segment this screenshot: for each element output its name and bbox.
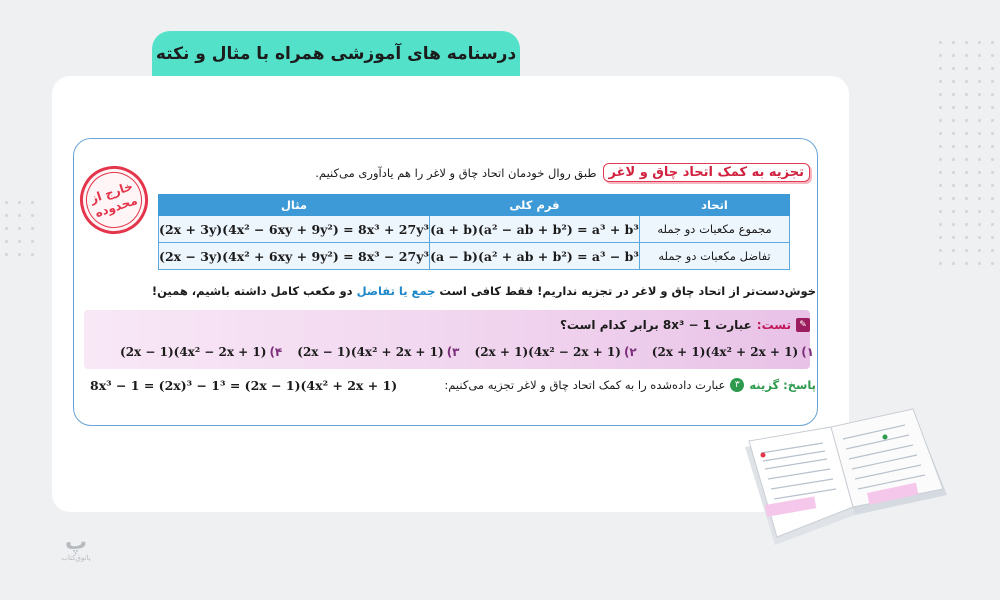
answer-label: پاسخ: گزینه bbox=[749, 378, 816, 392]
option-1[interactable]: ۱)(2x + 1)(4x² + 2x + 1) bbox=[651, 345, 814, 359]
header-identity: اتحاد bbox=[640, 195, 790, 216]
example-formula: (2x + 3y)(4x² − 6xy + 9y²) = 8x³ + 27y³ bbox=[159, 216, 430, 243]
answer-text: عبارت داده‌شده را به کمک اتحاد چاق و لاغر تجزیه می‌کنیم: bbox=[444, 378, 726, 392]
header-example: مثال bbox=[159, 195, 430, 216]
note-highlight: جمع یا تفاضل bbox=[356, 284, 436, 298]
table-row bbox=[159, 216, 790, 243]
general-formula: (a − b)(a² + ab + b²) = a³ − b³ bbox=[430, 243, 640, 270]
options-list bbox=[120, 345, 814, 359]
section-title-tab: درسنامه های آموزشی همراه با مثال و نکته bbox=[152, 31, 520, 77]
brand-logo bbox=[56, 532, 96, 562]
answer-line bbox=[444, 378, 816, 392]
table-row bbox=[159, 243, 790, 270]
answer-choice-badge: ۳ bbox=[730, 378, 744, 392]
pencil-icon: ✎ bbox=[796, 318, 810, 332]
logo-mark: پ bbox=[64, 530, 88, 555]
identity-name: مجموع مکعبات دو جمله bbox=[640, 216, 790, 243]
identity-table bbox=[158, 194, 790, 270]
general-formula: (a + b)(a² − ab + b²) = a³ + b³ bbox=[430, 216, 640, 243]
intro-text: طبق روال خودمان اتحاد چاق و لاغر را هم یادآوری می‌کنیم. bbox=[315, 165, 597, 180]
note-before: خوش‌دست‌تر از اتحاد چاق و لاغر در تجزیه نداریم! فقط کافی است bbox=[435, 284, 816, 298]
example-formula: (2x − 3y)(4x² + 6xy + 9y²) = 8x³ − 27y³ bbox=[159, 243, 430, 270]
stamp-text: خارج از محدوده bbox=[88, 178, 140, 221]
tip-note bbox=[152, 284, 816, 298]
logo-text: پاتوق‌کتاب bbox=[61, 554, 91, 562]
answer-math: 8x³ − 1 = (2x)³ − 1³ = (2x − 1)(4x² + 2x + 1) bbox=[90, 378, 398, 393]
decor-dots bbox=[934, 36, 994, 272]
identity-name: تفاضل مکعبات دو جمله bbox=[640, 243, 790, 270]
topic-title: تجزیه به کمک اتحاد چاق و لاغر bbox=[603, 163, 810, 182]
open-book-illustration bbox=[735, 395, 955, 555]
option-4[interactable]: ۴)(2x − 1)(4x² − 2x + 1) bbox=[120, 345, 283, 359]
test-question bbox=[560, 318, 810, 332]
test-label: تست: bbox=[756, 318, 791, 332]
question-text: عبارت 8x³ − 1 برابر کدام است؟ bbox=[559, 318, 752, 332]
header-general-form: فرم کلی bbox=[430, 195, 640, 216]
option-2[interactable]: ۲)(2x + 1)(4x² − 2x + 1) bbox=[474, 345, 637, 359]
option-3[interactable]: ۳)(2x − 1)(4x² + 2x + 1) bbox=[297, 345, 460, 359]
note-after: دو مکعب کامل داشته باشیم، همین! bbox=[151, 284, 357, 298]
decor-dots-left bbox=[0, 196, 40, 266]
intro-line bbox=[315, 163, 810, 182]
